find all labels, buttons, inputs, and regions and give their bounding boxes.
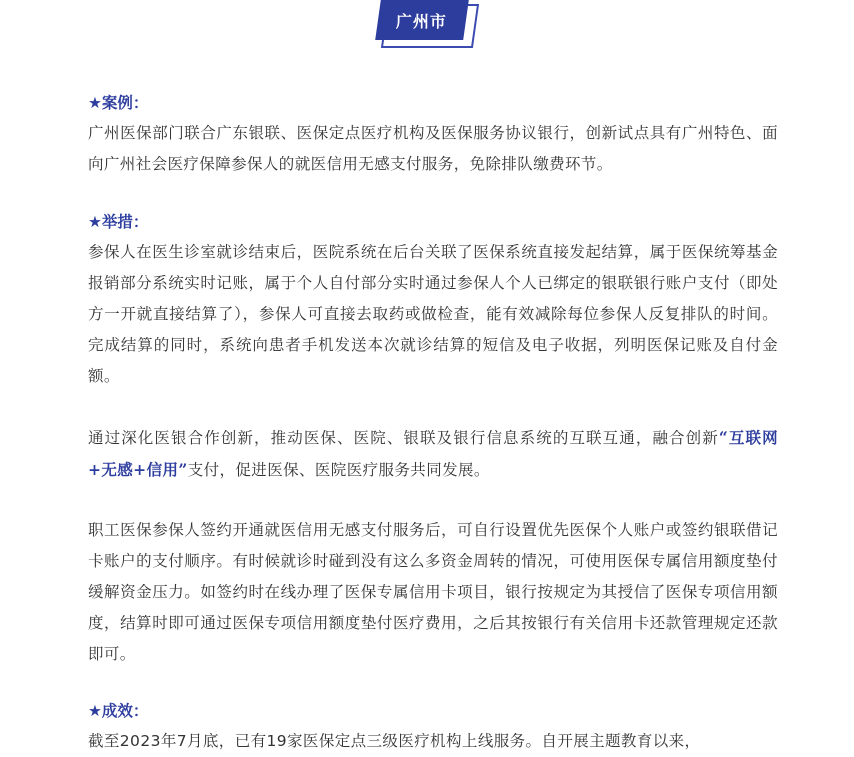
innovation-text-after: 支付，促进医保、医院医疗服务共同发展。 [187, 461, 490, 479]
case-paragraph: 广州医保部门联合广东银联、医保定点医疗机构及医保服务协议银行，创新试点具有广州特色、面向广州社会医疗保障参保人的就医信用无感支付服务，免除排队缴费环节。 [88, 124, 778, 173]
innovation-highlight: “互联网+无感+信用” [88, 428, 778, 479]
innovation-text-before: 通过深化医银合作创新，推动医保、医院、银联及银行信息系统的互联互通，融合创新 [88, 429, 719, 447]
results-paragraph: 截至2023年7月底，已有19家医保定点三级医疗机构上线服务。自开展主题教育以来， [88, 732, 701, 750]
city-badge [378, 0, 476, 46]
case-heading: ★案例： [88, 94, 149, 112]
city-badge-label: 广州市 [396, 11, 448, 31]
measures-paragraph: 参保人在医生诊室就诊结束后，医院系统在后台关联了医保系统直接发起结算，属于医保统筹基金报销部分系统实时记账，属于个人自付部分实时通过参保人个人已绑定的银联银行账户支付（即处方一开就直接结算了），参保人可直接去取药或做检查，能有效减除每位参保人反复排队的时间。完成结算的同时，系统向患者手机发送本次就诊结算的短信及电子收据，列明医保记账及自付金额。 [88, 243, 778, 385]
city-badge-fill [375, 0, 469, 40]
employee-paragraph: 职工医保参保人签约开通就医信用无感支付服务后，可自行设置优先医保个人账户或签约银联借记卡账户的支付顺序。有时候就诊时碰到没有这么多资金周转的情况，可使用医保专属信用额度垫付缓解资金压力。如签约时在线办理了医保专属信用卡项目，银行按规定为其授信了医保专项信用额度，结算时即可通过医保专项信用额度垫付医疗费用，之后其按银行有关信用卡还款管理规定还款即可。 [88, 521, 778, 663]
innovation-paragraph [88, 422, 778, 486]
measures-heading: ★举措： [88, 213, 149, 231]
results-heading: ★成效： [88, 702, 149, 720]
